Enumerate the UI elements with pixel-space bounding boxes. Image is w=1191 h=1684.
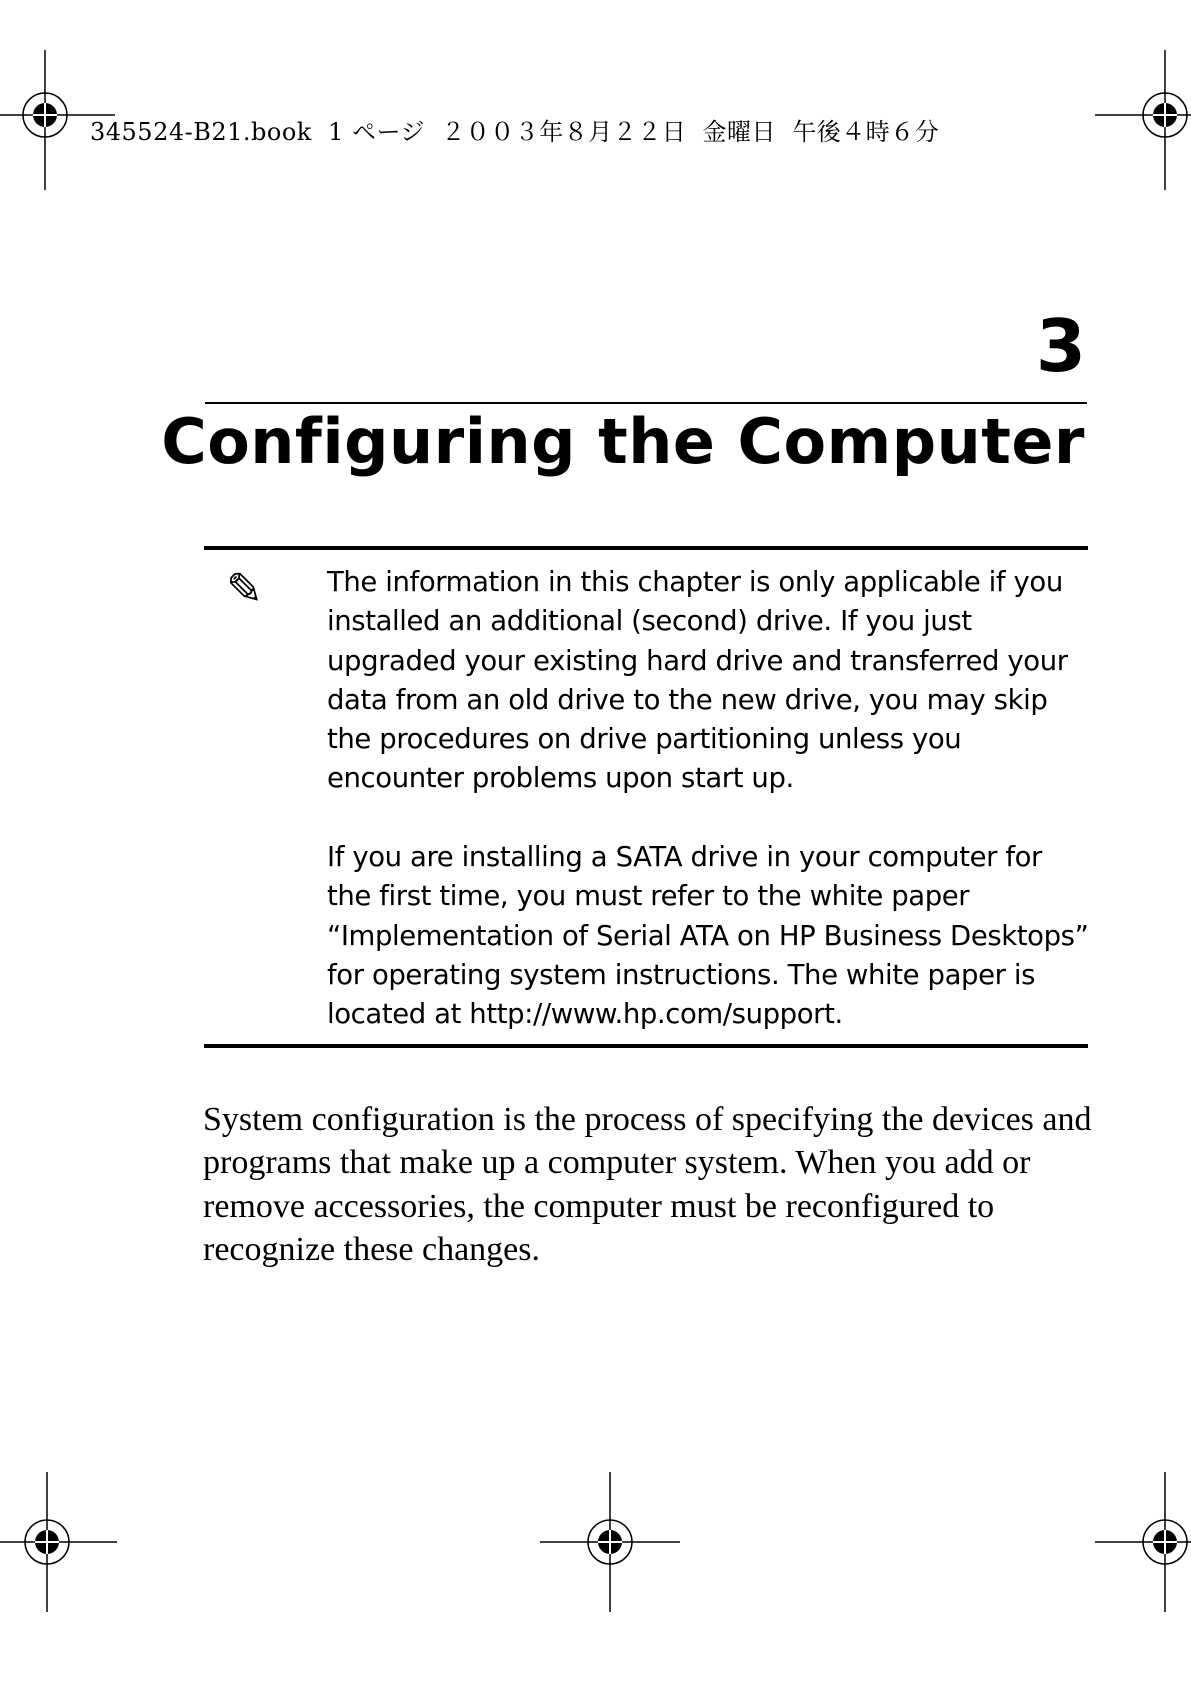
body-line: recognize these changes. [203, 1230, 540, 1268]
note-bottom-rule [204, 1044, 1088, 1048]
note-text [327, 563, 1089, 1035]
chapter-number: 3 [1035, 304, 1086, 388]
note-line: The information in this chapter is only applicable if you [327, 566, 1063, 598]
registration-mark-top-right [1095, 50, 1191, 190]
body-line: System configuration is the process of specifying the devices and [203, 1101, 1092, 1138]
registration-mark-bottom-right [1095, 1472, 1191, 1612]
chapter-title: Configuring the Computer [161, 405, 1085, 478]
note-line: the procedures on drive partitioning unless you [327, 723, 962, 756]
body-line: remove accessories, the computer must be reconfigured to [203, 1187, 995, 1225]
note-line: for operating system instructions. The white paper is [327, 958, 1036, 991]
header-slug: 345524-B21.book 1 ページ ２００３年８月２２日 金曜日 午後４時６分 [90, 118, 940, 146]
body-paragraph [203, 1098, 1093, 1271]
note-paragraph-gap [327, 799, 1067, 838]
note-line: data from an old drive to the new drive, you may skip [327, 683, 1048, 716]
registration-mark-bottom-center [540, 1472, 680, 1612]
note-line: located at http://www.hp.com/support. [327, 998, 843, 1031]
pencil-note-icon: ✎ [226, 564, 263, 615]
body-line: programs that make up a computer system. When you add or [203, 1144, 1031, 1182]
note-line: If you are installing a SATA drive in your computer for [327, 841, 1042, 874]
note-line: upgraded your existing hard drive and transferred your [327, 644, 1068, 677]
chapter-title-rule [205, 402, 1087, 404]
registration-mark-top-left [0, 50, 115, 190]
note-top-rule [204, 546, 1088, 550]
note-line: the first time, you must refer to the white paper [327, 880, 970, 913]
registration-mark-bottom-left [0, 1472, 117, 1612]
note-line: “Implementation of Serial ATA on HP Business Desktops” [327, 919, 1089, 952]
note-line: installed an additional (second) drive. If you just [327, 605, 972, 638]
note-line: encounter problems upon start up. [327, 762, 794, 795]
